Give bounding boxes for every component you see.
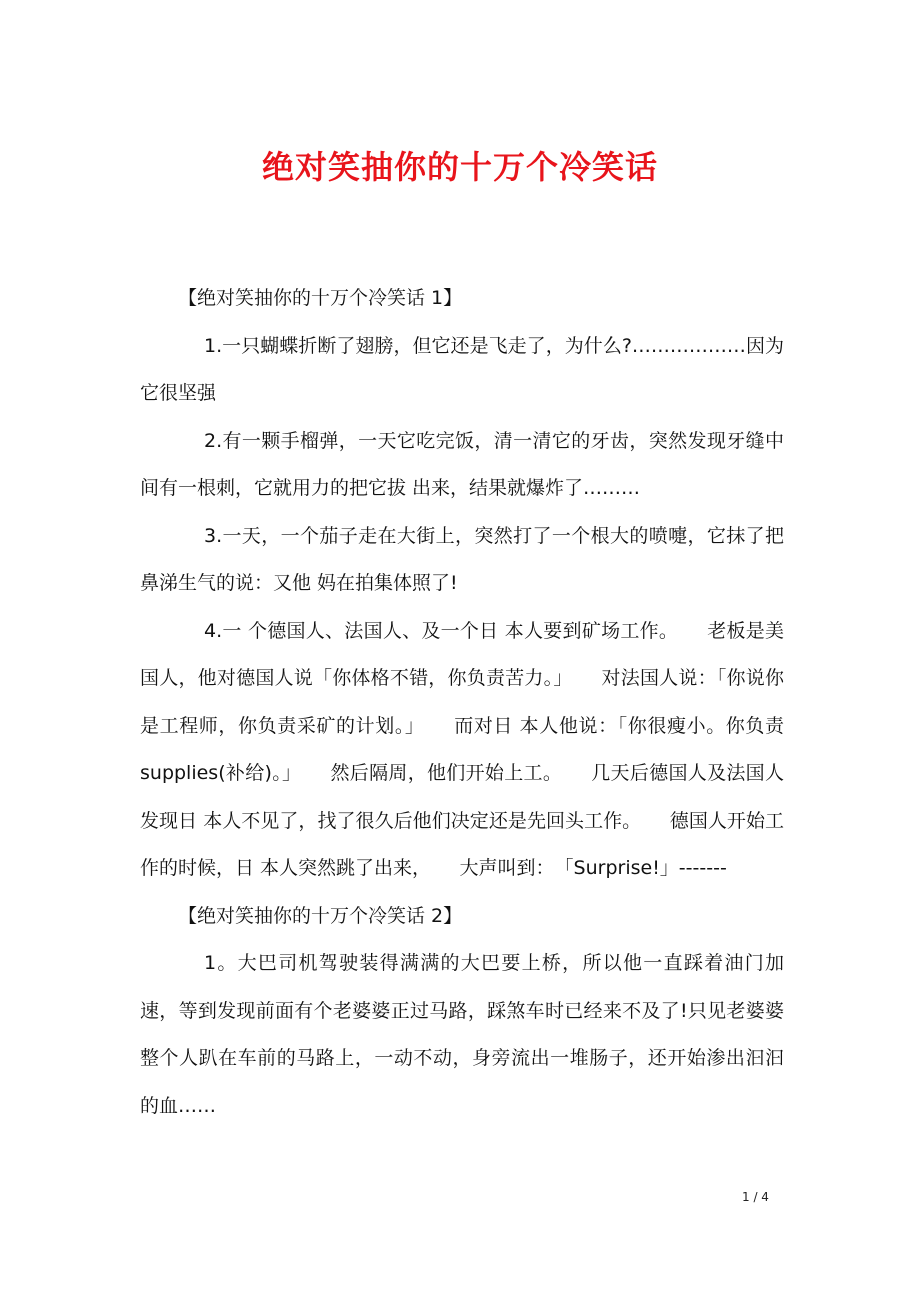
section-1-paragraph-1: 1.一只蝴蝶折断了翅膀，但它还是飞走了，为什么?………………因为它很坚强	[140, 334, 784, 404]
section-1-paragraph-2: 2.有一颗手榴弹，一天它吃完饭，清一清它的牙齿，突然发现牙缝中间有一根刺，它就用力的把它拔 出来，结果就爆炸了………	[140, 429, 784, 499]
section-2-paragraph-1: 1。大巴司机驾驶装得满满的大巴要上桥，所以他一直踩着油门加速，等到发现前面有个老婆婆正过马路，踩煞车时已经来不及了!只见老婆婆整个人趴在车前的马路上，一动不动，身旁流出一堆肠子，还开始渗出汩汩的血……	[140, 952, 784, 1117]
document-body	[140, 275, 784, 1130]
section-1-paragraph-4: 4.一 个德国人、法国人、及一个日 本人要到矿场工作。 老板是美国人，他对德国人说「你体格不错，你负责苦力。」 对法国人说：「你说你是工程师，你负责采矿的计划。」 而对日 本人他说：「你很瘦小。你负责 supplies(补给)。」 然后隔周，他们开始上工。 几天后德国人及法国人发现日 本人不见了，找了很久后他们决定还是先回头工作。 德国人开始工作的时候，日 本人突然跳了出来， 大声叫到： 「Surprise!」-------	[140, 619, 784, 879]
section-2-heading: 【绝对笑抽你的十万个冷笑话 2】	[178, 904, 463, 927]
page-title: 绝对笑抽你的十万个冷笑话	[261, 148, 658, 186]
section-1-paragraph-3: 3.一天，一个茄子走在大街上，突然打了一个根大的喷嚏，它抹了把鼻涕生气的说：又他 妈在拍集体照了!	[140, 524, 784, 594]
page-number: 1 / 4	[742, 1190, 769, 1204]
section-1-heading: 【绝对笑抽你的十万个冷笑话 1】	[178, 287, 463, 309]
